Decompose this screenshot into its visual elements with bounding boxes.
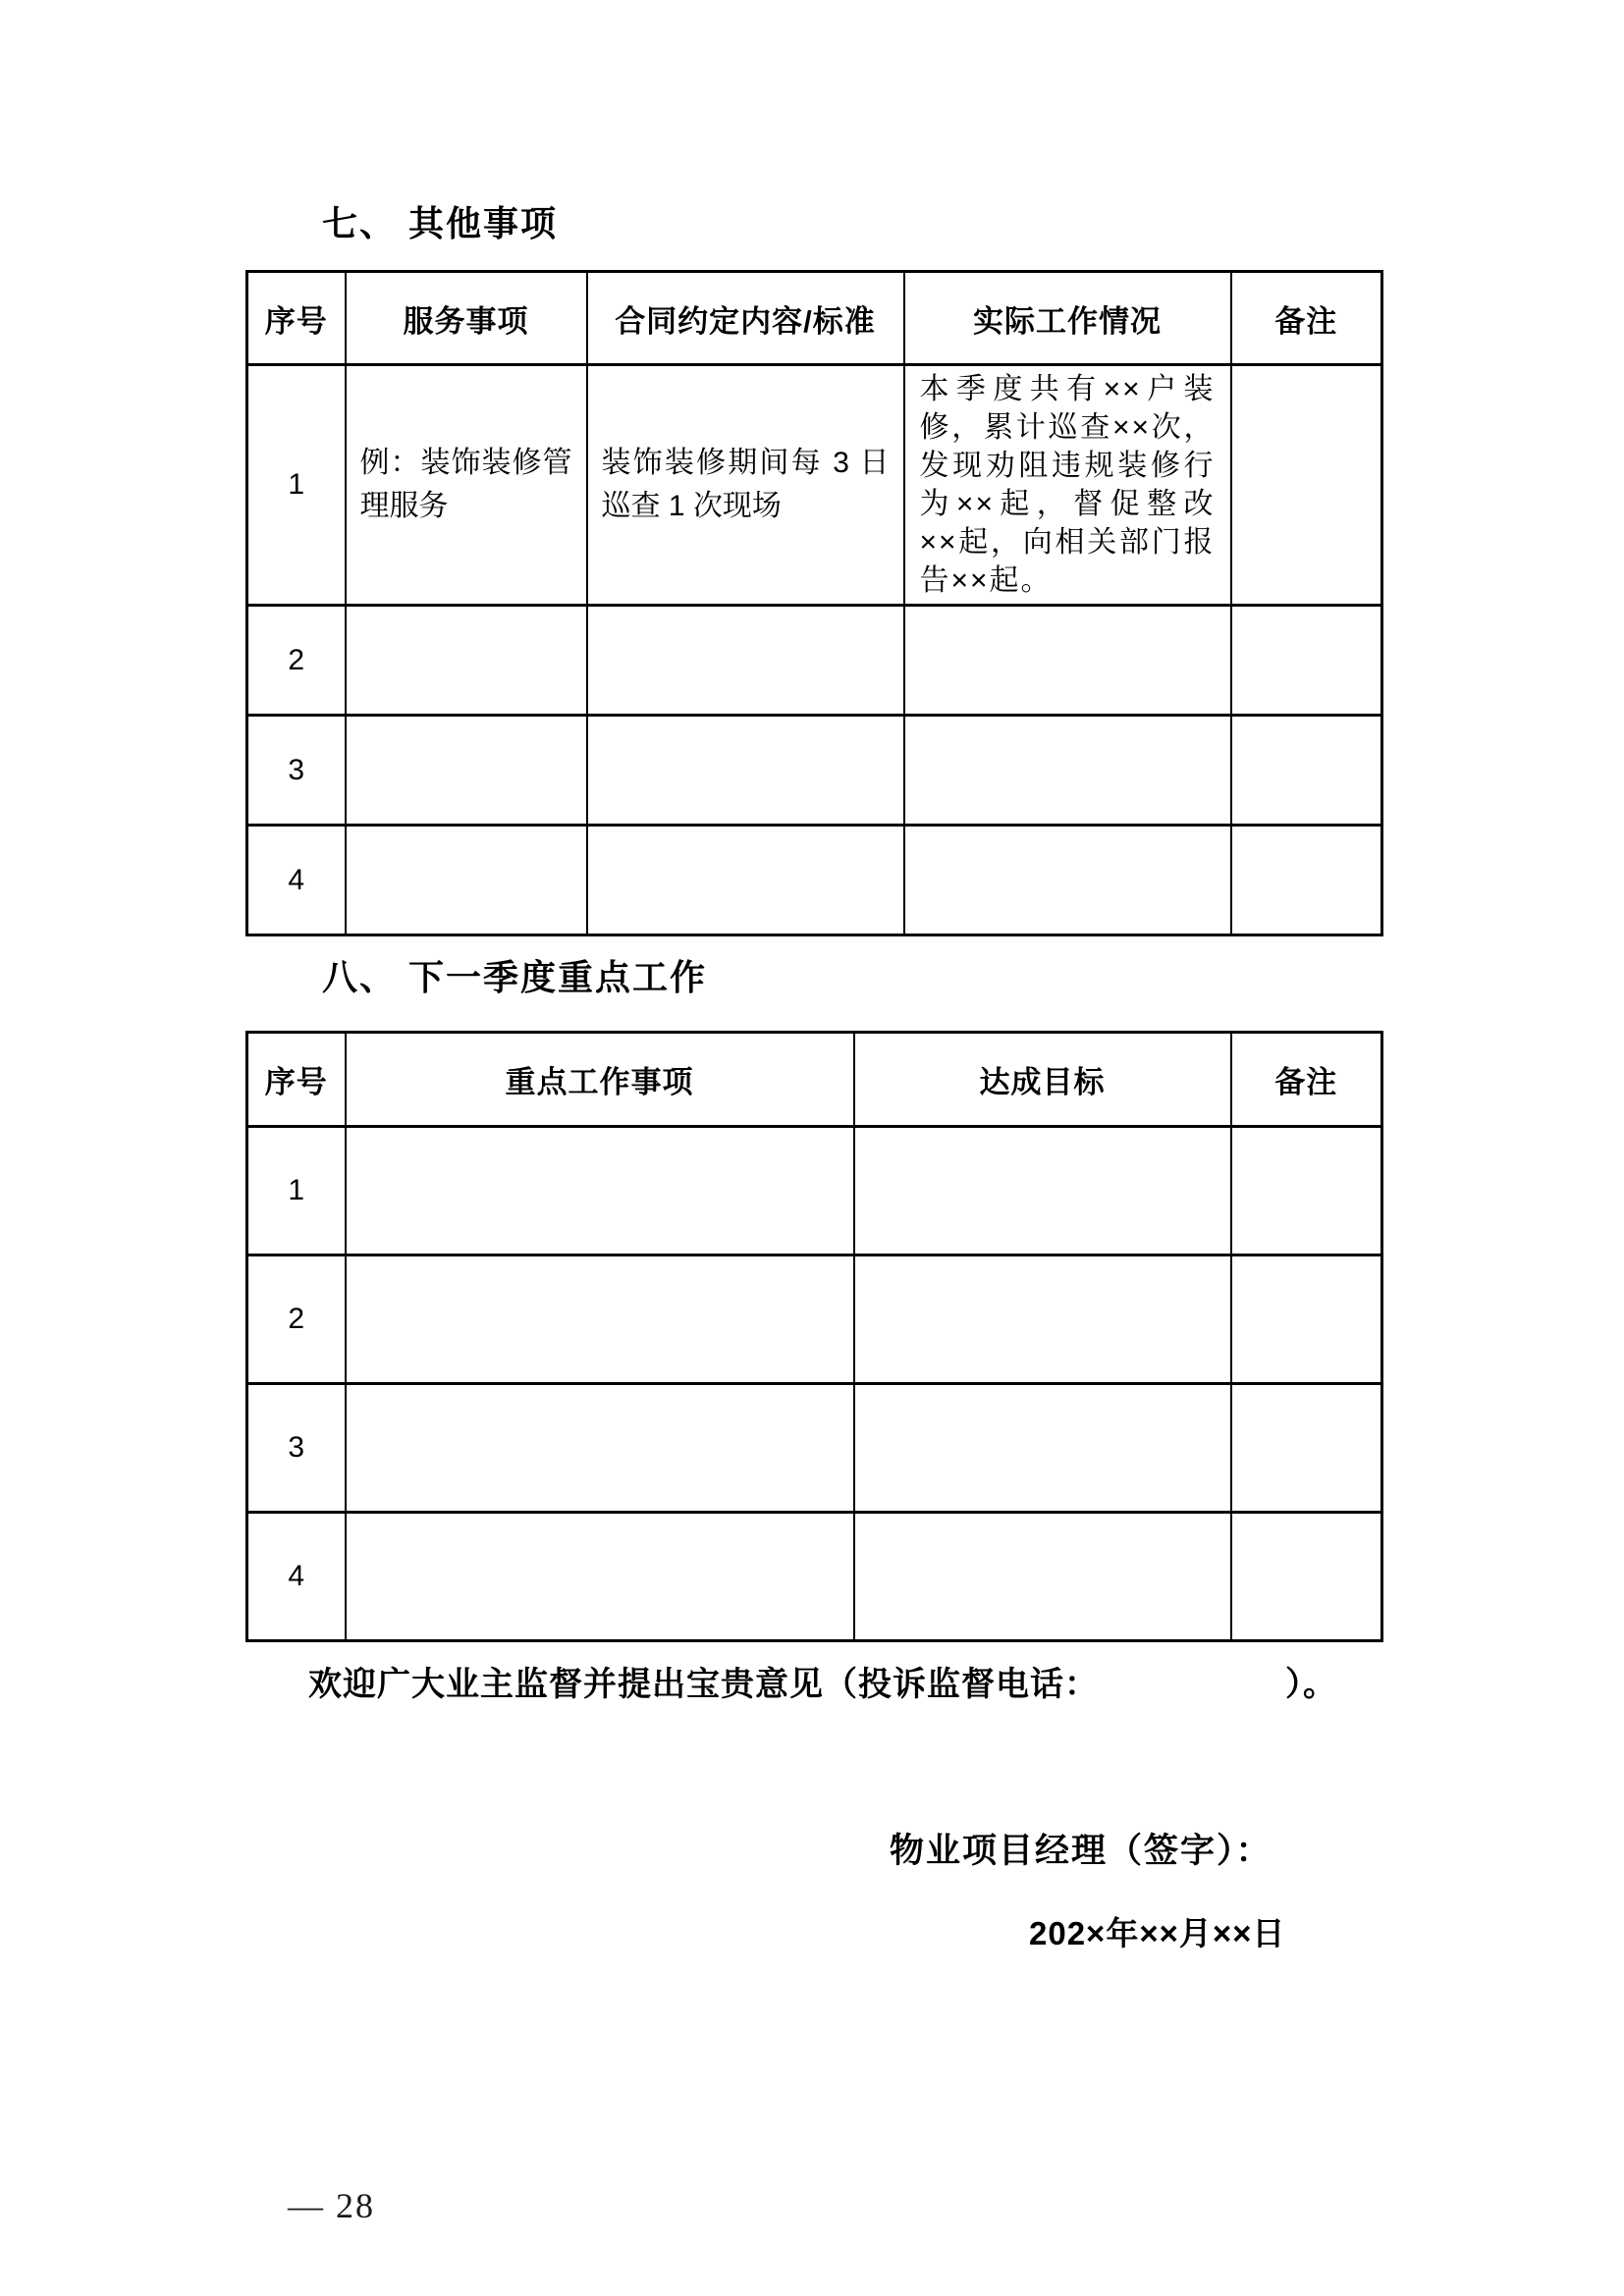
- serial-cell: 2: [247, 606, 346, 716]
- signature-label: 物业项目经理（签字）：: [890, 1832, 1272, 1870]
- feedback-note-suffix: ）。: [1285, 1666, 1337, 1703]
- remark-cell: [1231, 1127, 1382, 1255]
- goal-cell: [854, 1513, 1231, 1641]
- serial-cell: 1: [247, 365, 346, 606]
- goal-cell: [854, 1384, 1231, 1513]
- actual-work-cell: [904, 826, 1231, 935]
- serial-cell: 3: [247, 716, 346, 826]
- table-row: [247, 826, 1382, 935]
- header-cell-actual: 实际工作情况: [904, 272, 1231, 365]
- service-cell: [346, 716, 587, 826]
- header-cell-serial: 序号: [247, 1033, 346, 1127]
- actual-work-cell: [904, 606, 1231, 716]
- header-cell-service: 服务事项: [346, 272, 587, 365]
- keywork-cell: [346, 1127, 854, 1255]
- table-row: [247, 1384, 1382, 1513]
- header-cell-goal: 达成目标: [854, 1033, 1231, 1127]
- next-quarter-key-work-table: [245, 1031, 1383, 1642]
- header-cell-keywork: 重点工作事项: [346, 1033, 854, 1127]
- section7-heading: 七、 其他事项: [322, 203, 559, 243]
- keywork-cell: [346, 1255, 854, 1384]
- remark-cell: [1231, 1513, 1382, 1641]
- header-cell-serial: 序号: [247, 272, 346, 365]
- report-date: 202×年××月××日: [1029, 1915, 1286, 1951]
- standard-cell: 装饰装修期间每 3 日巡查 1 次现场: [587, 365, 904, 606]
- keywork-cell: [346, 1384, 854, 1513]
- serial-cell: 4: [247, 826, 346, 935]
- table-header-row: [247, 1033, 1382, 1127]
- table-row: [247, 606, 1382, 716]
- serial-cell: 2: [247, 1255, 346, 1384]
- serial-cell: 1: [247, 1127, 346, 1255]
- standard-cell: [587, 826, 904, 935]
- keywork-cell: [346, 1513, 854, 1641]
- remark-cell: [1231, 606, 1382, 716]
- table-row: [247, 716, 1382, 826]
- remark-cell: [1231, 1384, 1382, 1513]
- remark-cell: [1231, 1255, 1382, 1384]
- service-cell: 例：装饰装修管理服务: [346, 365, 587, 606]
- remark-cell: [1231, 716, 1382, 826]
- other-matters-table: [245, 270, 1383, 936]
- table-row: [247, 1255, 1382, 1384]
- goal-cell: [854, 1255, 1231, 1384]
- page-number: — 28: [288, 2186, 375, 2225]
- header-cell-remark: 备注: [1231, 272, 1382, 365]
- feedback-note-prefix: 欢迎广大业主监督并提出宝贵意见（投诉监督电话：: [308, 1666, 1099, 1703]
- table-row: [247, 365, 1382, 606]
- service-cell: [346, 606, 587, 716]
- remark-cell: [1231, 365, 1382, 606]
- feedback-note: [308, 1657, 1337, 1705]
- actual-work-cell: [904, 716, 1231, 826]
- remark-cell: [1231, 826, 1382, 935]
- standard-cell: [587, 716, 904, 826]
- serial-cell: 4: [247, 1513, 346, 1641]
- header-cell-standard: 合同约定内容/标准: [587, 272, 904, 365]
- standard-cell: [587, 606, 904, 716]
- serial-cell: 3: [247, 1384, 346, 1513]
- goal-cell: [854, 1127, 1231, 1255]
- section8-heading: 八、 下一季度重点工作: [322, 957, 708, 997]
- header-cell-remark: 备注: [1231, 1033, 1382, 1127]
- actual-work-cell: 本季度共有××户装修，累计巡查××次，发现劝阻违规装修行为××起，督促整改××起，向相关部门报告××起。: [904, 365, 1231, 606]
- table-row: [247, 1513, 1382, 1641]
- service-cell: [346, 826, 587, 935]
- table-row: [247, 1127, 1382, 1255]
- table-header-row: [247, 272, 1382, 365]
